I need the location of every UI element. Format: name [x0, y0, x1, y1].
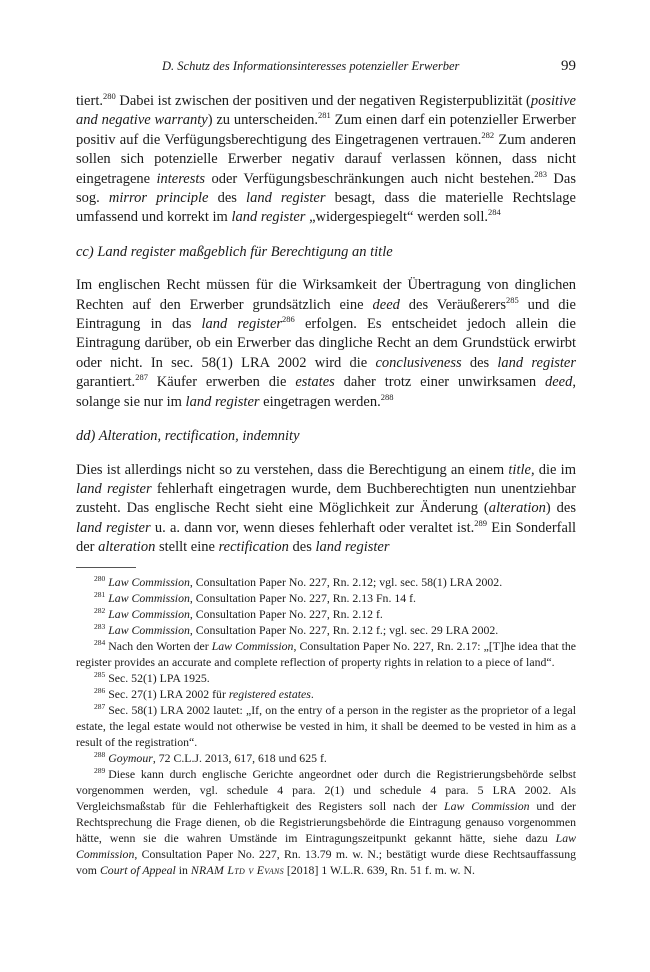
- paragraph-alteration: Dies ist allerdings nicht so zu verstehen, dass die Berechtigung an einem title, die im land register fehlerhaft eingetragen wurde, dem Buchberechtigten nun unentziehbar zusteht. Das englische Recht sieht eine Möglichkeit zur Änderung (alteration) des land register u. a. dann vor, wenn dieses fehlerhaft oder veraltet ist.$^{289}$ Ein Sonderfall der alteration stellt eine rectification des land register: [76, 461, 576, 556]
- footnote-ref-286[interactable]: 286: [282, 314, 295, 325]
- paragraph-registerpublizitaet: tiert.$^{280}$ Dabei ist zwischen der positiven und der negativen Registerpublizität (positive and negative warranty) zu unterscheiden.$^{281}$ Zum einen darf ein potenzieller Erwerber positiv auf die Verfügungsberechtigung des Eingetragenen vertrauen.$^{282}$ Zum anderen sollen sich potenzielle Erwerber negativ darauf verlassen können, dass nicht eingetragene interests oder Verfügungsbeschränkungen auch nicht bestehen.$^{283}$ Das sog. mirror principle des land register besagt, dass die materielle Rechtslage umfassend und korrekt im land register „widergespiegelt“ werden soll.$^{284}$: [76, 91, 577, 226]
- footnote-289: $^{289}$ Diese kann durch englische Gerichte angeordnet oder durch die Registrierungsbehörde selbst vorgenommen werden, vgl. schedule 4 para. 2(1) und schedule 4 para. 5 LRA 2002. Als Vergleichsmaßstab für die Fehlerhaftigkeit des Registers soll nach der Law Commission und der Rechtsprechung die Frage dienen, ob die Registrierungsbehörde die Eintragung genauso vorgenommen hätte, wenn sie die wahren Umstände im Eintragungszeitpunkt gekannt hätte, siehe dazu Law Commission, Consultation Paper No. 227, Rn. 13.79 m. w. N.; bestätigt wurde diese Rechtsauffassung vom Court of Appeal in NRAM Ltd v Evans [2018] 1 W.L.R. 639, Rn. 51 f. m. w. N.: [76, 765, 576, 877]
- paragraph-land-register: Im englischen Recht müssen für die Wirksamkeit der Übertragung von dinglichen Rechten auf den Erwerber grundsätzlich eine deed des Veräußerers$^{285}$ und die Eintragung in das land register$^{286}$ erfolgen. Es entscheidet jedoch allein die Eintragung darüber, ob ein Erwerber das dingliche Recht an dem Grundstück erwirbt oder nicht. In sec. 58(1) LRA 2002 wird die conclusiveness des land register garantiert.$^{287}$ Käufer erwerben die estates daher trotz einer unwirksamen deed, solange sie nur im land register eingetragen werden.$^{288}$: [76, 277, 576, 410]
- footnotes: [76, 574, 576, 878]
- section-heading-cc: cc) Land register maßgeblich für Berechtigung an title: [76, 243, 393, 260]
- page-number: 99: [561, 58, 576, 74]
- footnote-ref-284[interactable]: 284: [487, 207, 501, 218]
- footnote-283: $^{283}$ Law Commission, Consultation Paper No. 227, Rn. 2.12 f.; vgl. sec. 29 LRA 2002.: [94, 621, 499, 637]
- section-heading-dd: dd) Alteration, rectification, indemnity: [76, 428, 300, 445]
- footnote-288: $^{288}$ Goymour, 72 C.L.J. 2013, 617, 618 und 625 f.: [94, 749, 327, 765]
- footnote-ref-288[interactable]: 288: [380, 391, 394, 402]
- running-header: [76, 58, 576, 82]
- footnote-281: $^{281}$ Law Commission, Consultation Paper No. 227, Rn. 2.13 Fn. 14 f.: [94, 589, 416, 605]
- footnote-287: $^{287}$ Sec. 58(1) LRA 2002 lautet: „If, on the entry of a person in the register as the proprietor of a legal estate, the legal estate would not otherwise be vested in him, it shall be deemed to be vested in him as a result of the registration“.: [76, 701, 576, 749]
- footnote-284: $^{284}$ Nach den Worten der Law Commission, Consultation Paper No. 227, Rn. 2.17: „[T]he idea that the register provides an accurate and complete reflection of property rights in relation to a piece of land“.: [76, 637, 576, 669]
- footnote-ref-285[interactable]: 285: [505, 294, 519, 305]
- footnote-280: $^{280}$ Law Commission, Consultation Paper No. 227, Rn. 2.12; vgl. sec. 58(1) LRA 2002.: [94, 573, 503, 589]
- footnote-ref-280[interactable]: 280: [102, 91, 116, 101]
- footnote-ref-281[interactable]: 281: [318, 110, 331, 121]
- page: [76, 58, 576, 878]
- footnote-ref-282[interactable]: 282: [481, 129, 495, 140]
- footnote-ref-287[interactable]: 287: [135, 372, 148, 383]
- footnote-282: $^{282}$ Law Commission, Consultation Paper No. 227, Rn. 2.12 f.: [94, 605, 383, 621]
- footnote-286: $^{286}$ Sec. 27(1) LRA 2002 für registered estates.: [94, 685, 314, 701]
- footnote-ref-283[interactable]: 283: [534, 168, 548, 179]
- footnote-divider: [76, 567, 136, 568]
- footnote-ref-289[interactable]: 289: [474, 517, 487, 528]
- running-title: D. Schutz des Informationsinteresses potenzieller Erwerber: [162, 59, 460, 73]
- footnote-285: $^{285}$ Sec. 52(1) LPA 1925.: [94, 669, 210, 685]
